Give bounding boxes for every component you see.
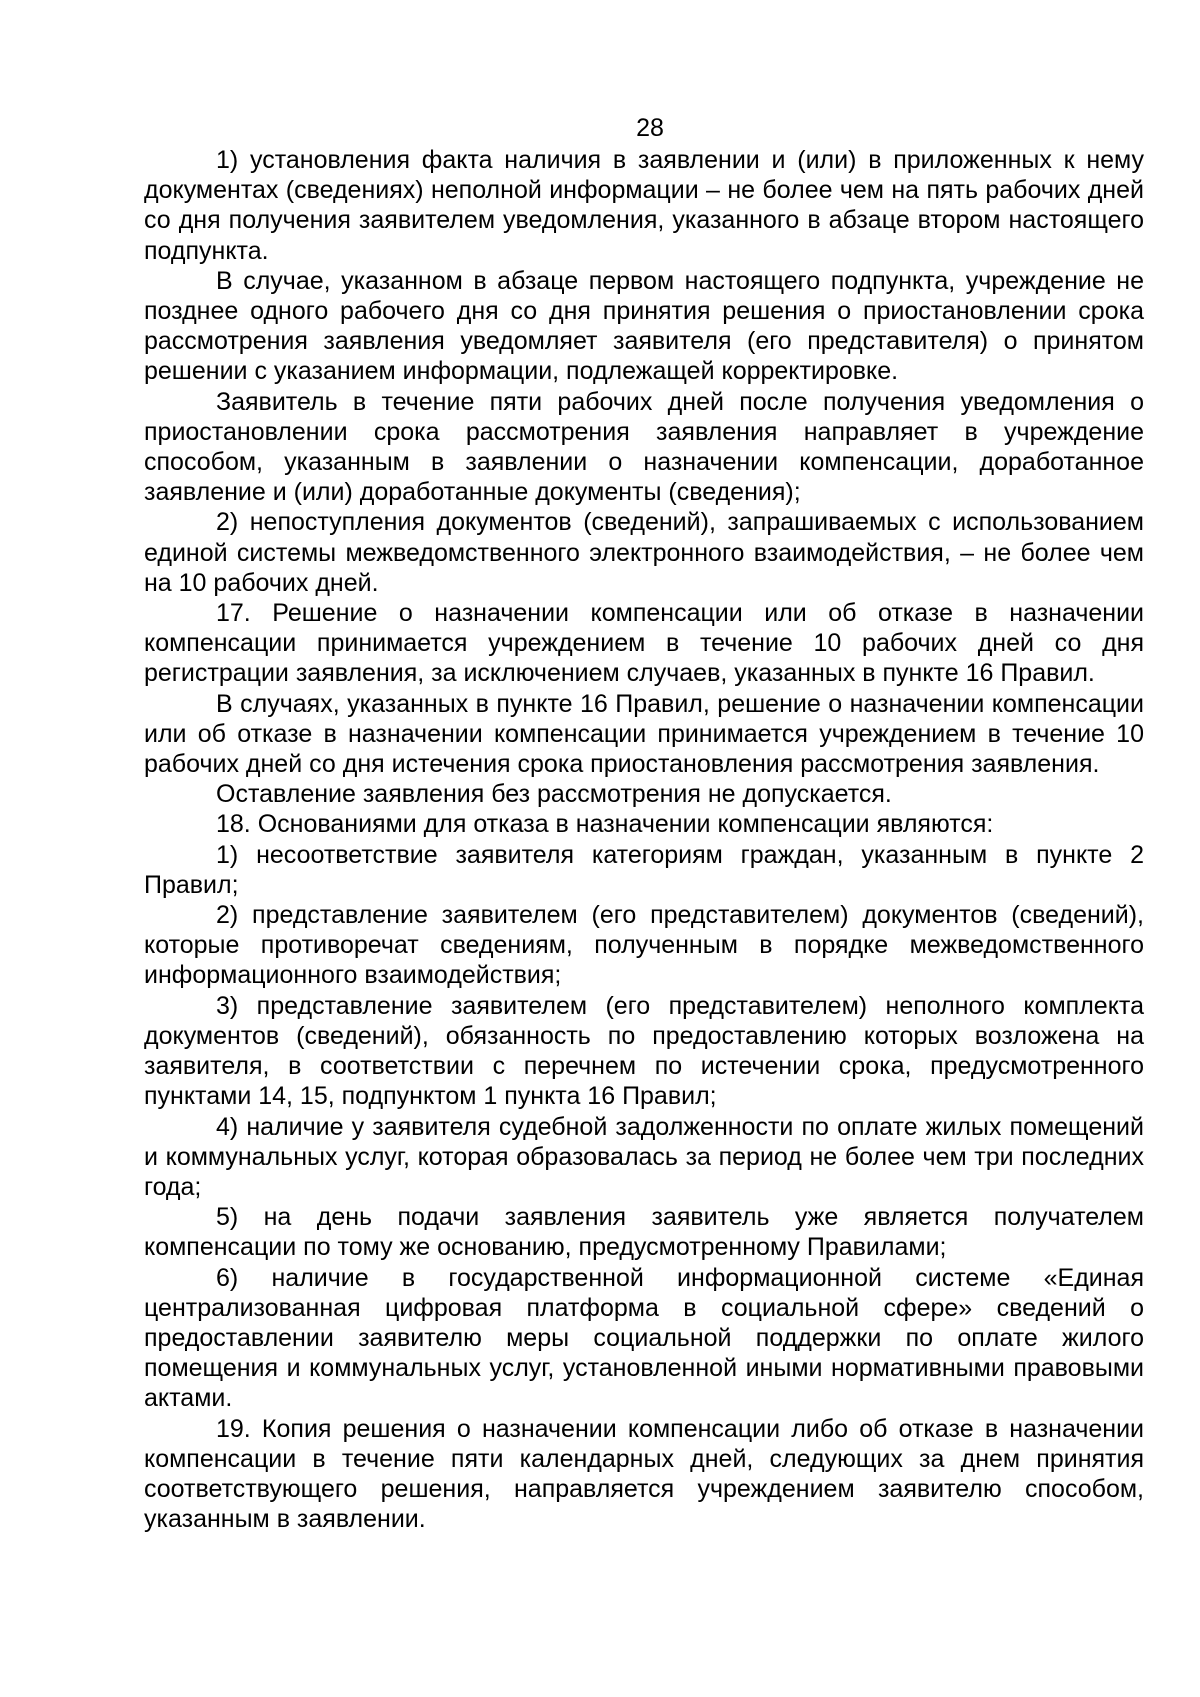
- paragraph: 5) на день подачи заявления заявитель уже является получателем компенсации по тому же основанию, предусмотренному Правилами;: [144, 1203, 1144, 1262]
- paragraph: 2) непоступления документов (сведений), запрашиваемых с использованием единой системы межведомственного электронного взаимодействия, – не более чем на 10 рабочих дней.: [144, 508, 1144, 597]
- paragraph: 2) представление заявителем (его представителем) документов (сведений), которые противоречат сведениям, полученным в порядке межведомственного информационного взаимодействия;: [144, 901, 1144, 990]
- paragraph: 1) установления факта наличия в заявлении и (или) в приложенных к нему документах (сведениях) неполной информации – не более чем на пять рабочих дней со дня получения заявителем уведомления, указанного в абзаце втором настоящего подпункта.: [144, 146, 1144, 265]
- paragraph: В случае, указанном в абзаце первом настоящего подпункта, учреждение не позднее одного рабочего дня со дня принятия решения о приостановлении срока рассмотрения заявления уведомляет заявителя (его представителя) о принятом решении с указанием информации, подлежащей корректировке.: [144, 266, 1144, 386]
- paragraph: 19. Копия решения о назначении компенсации либо об отказе в назначении компенсации в течение пяти календарных дней, следующих за днем принятия соответствующего решения, направляется учреждением заявителю способом, указанным в заявлении.: [144, 1414, 1144, 1534]
- paragraph: 3) представление заявителем (его представителем) неполного комплекта документов (сведений), обязанность по предоставлению которых возложена на заявителя, в соответствии с перечнем по истечении срока, предусмотренного пунктами 14, 15, подпунктом 1 пункта 16 Правил;: [144, 991, 1144, 1111]
- page-number: 28: [636, 114, 664, 142]
- paragraph: Заявитель в течение пяти рабочих дней после получения уведомления о приостановлении срока рассмотрения заявления направляет в учреждение способом, указанным в заявлении о назначении компенсации, доработанное заявление и (или) доработанные документы (сведения);: [144, 387, 1144, 507]
- paragraph: 17. Решение о назначении компенсации или об отказе в назначении компенсации принимается учреждением в течение 10 рабочих дней со дня регистрации заявления, за исключением случаев, указанных в пункте 16 Правил.: [144, 599, 1144, 688]
- paragraph: 1) несоответствие заявителя категориям граждан, указанным в пункте 2 Правил;: [144, 840, 1144, 899]
- paragraph: 6) наличие в государственной информационной системе «Единая централизованная цифровая платформа в социальной сфере» сведений о предоставлении заявителю меры социальной поддержки по оплате жилого помещения и коммунальных услуг, установленной иными нормативными правовыми актами.: [144, 1263, 1144, 1413]
- document-body: [144, 145, 1144, 1534]
- paragraph: 18. Основаниями для отказа в назначении компенсации являются:: [216, 810, 994, 839]
- paragraph: Оставление заявления без рассмотрения не допускается.: [216, 780, 892, 809]
- paragraph: В случаях, указанных в пункте 16 Правил, решение о назначении компенсации или об отказе в назначении компенсации принимается учреждением в течение 10 рабочих дней со дня истечения срока приостановления рассмотрения заявления.: [144, 689, 1144, 779]
- paragraph: 4) наличие у заявителя судебной задолженности по оплате жилых помещений и коммунальных услуг, которая образовалась за период не более чем три последних года;: [144, 1112, 1144, 1201]
